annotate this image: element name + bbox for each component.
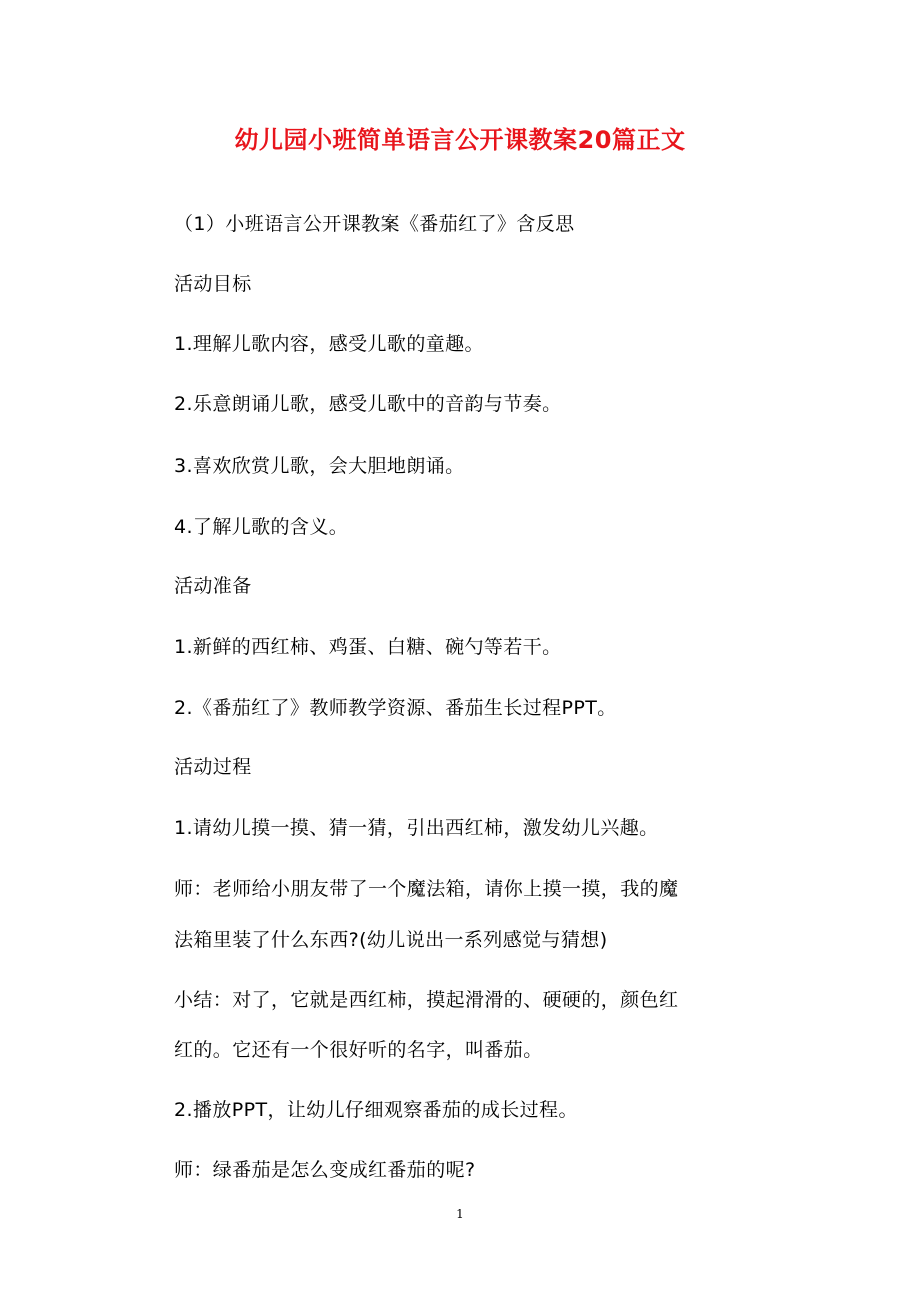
paragraph-line: 2.乐意朗诵儿歌，感受儿歌中的音韵与节奏。 <box>174 393 562 415</box>
paragraph-line: 3.喜欢欣赏儿歌，会大胆地朗诵。 <box>174 455 465 477</box>
paragraph-line: 1.新鲜的西红柿、鸡蛋、白糖、碗勺等若干。 <box>174 636 562 658</box>
paragraph-line: 1.请幼儿摸一摸、猜一猜，引出西红柿，激发幼儿兴趣。 <box>174 817 659 839</box>
paragraph-line: 小结：对了，它就是西红柿，摸起滑滑的、硬硬的，颜色红 <box>174 989 679 1011</box>
document-title: 幼儿园小班简单语言公开课教案20篇正文 <box>234 126 686 154</box>
subheading-activity-process: 活动过程 <box>174 756 252 778</box>
subheading-activity-preparation: 活动准备 <box>174 575 252 597</box>
paragraph-line: 1.理解儿歌内容，感受儿歌的童趣。 <box>174 333 484 355</box>
paragraph-line: 师：绿番茄是怎么变成红番茄的呢? <box>174 1159 476 1181</box>
paragraph-line: 师：老师给小朋友带了一个魔法箱，请你上摸一摸，我的魔 <box>174 878 679 900</box>
paragraph-line: 2.播放PPT，让幼儿仔细观察番茄的成长过程。 <box>174 1099 578 1121</box>
subheading-activity-goals: 活动目标 <box>174 273 252 295</box>
paragraph-line: 2.《番茄红了》教师教学资源、番茄生长过程PPT。 <box>174 697 617 719</box>
paragraph-line: 法箱里装了什么东西?(幼儿说出一系列感觉与猜想) <box>174 929 608 951</box>
page-number: 1 <box>456 1207 464 1221</box>
paragraph-line: 4.了解儿歌的含义。 <box>174 516 349 538</box>
paragraph-line: 红的。它还有一个很好听的名字，叫番茄。 <box>174 1039 543 1061</box>
section-heading: （1）小班语言公开课教案《番茄红了》含反思 <box>174 213 575 235</box>
